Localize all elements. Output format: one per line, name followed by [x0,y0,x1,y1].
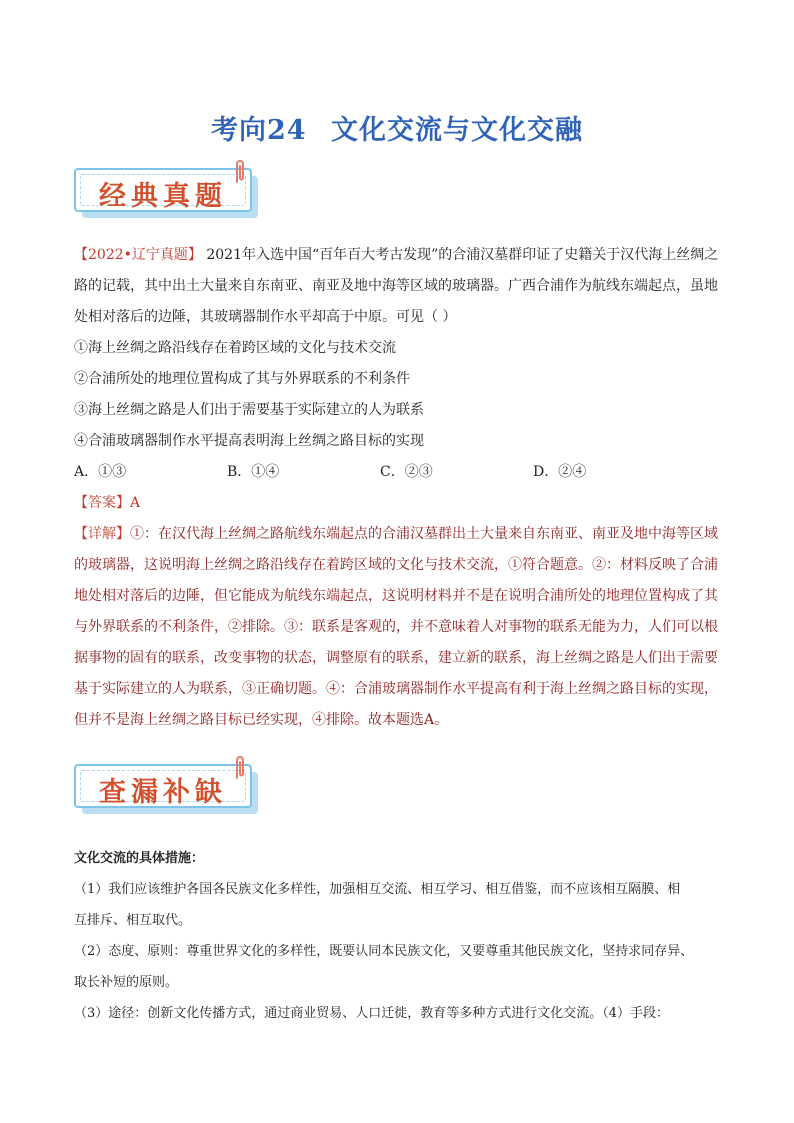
question-stem-line-3: 处相对落后的边陲，其玻璃器制作水平却高于中原。可见（ ） [74,309,457,325]
option-b: B．①④ [227,464,280,480]
option-c: C．②③ [380,464,433,480]
detail-text-1: ①：在汉代海上丝绸之路航线东端起点的合浦汉墓群出土大量来自东南亚、南亚及地中海等区域 [130,526,718,542]
question-block [74,240,724,736]
statement-4: ④合浦玻璃器制作水平提高表明海上丝绸之路目标的实现 [74,433,424,449]
paperclip-icon [232,754,248,780]
notes-line-4: 取长补短的原则。 [74,975,179,990]
options-row [74,457,724,488]
question-source: 【2022•辽宁真题】 [74,247,202,263]
question-stem-line-2: 路的记载，其中出土大量来自东南亚、南亚及地中海等区域的玻璃器。广西合浦作为航线东端起点，虽地 [74,278,718,294]
notes-line-2: 互排斥、相互取代。 [74,913,192,928]
detail-line-6: 基于实际建立的人为联系，③正确切题。④：合浦玻璃器制作水平提高有利于海上丝绸之路目标的实现， [74,681,718,697]
banner-label: 经典真题 [99,181,227,212]
detail-line-1 [74,519,724,550]
detail-line-5: 据事物的固有的联系，改变事物的状态，调整原有的联系，建立新的联系，海上丝绸之路是人们出于需要 [74,650,718,666]
notes-line-5: （3）途径：创新文化传播方式，通过商业贸易、人口迁徙，教育等多种方式进行文化交流。（4）手段： [74,1006,670,1021]
paperclip-icon [232,158,248,184]
section-banner-fill-gaps [74,764,264,818]
option-a: A．①③ [74,464,127,480]
notes-block [74,843,724,1029]
banner-label: 查漏补缺 [99,777,227,808]
question-stem-text: 2021年入选中国“百年百大考古发现”的合浦汉墓群印证了史籍关于汉代海上丝绸之 [206,247,719,263]
answer-value: A [130,495,141,511]
page-title: 考向24 文化交流与文化交融 [211,115,583,146]
detail-line-7: 但并不是海上丝绸之路目标已经实现，④排除。故本题选A。 [74,712,449,728]
question-stem-line-1 [74,240,724,271]
section-banner-classic-questions [74,168,264,222]
notes-heading: 文化交流的具体措施： [74,851,205,866]
detail-line-3: 地处相对落后的边陲，但它能成为航线东端起点，这说明材料并不是在说明合浦所处的地理位置构成了其 [74,588,718,604]
answer-line [74,488,724,519]
detail-line-4: 与外界联系的不利条件，②排除。③：联系是客观的，并不意味着人对事物的联系无能为力，人们可以根 [74,619,718,635]
detail-line-2: 的玻璃器，这说明海上丝绸之路沿线存在着跨区域的文化与技术交流，①符合题意。②：材料反映了合浦 [74,557,718,573]
notes-line-1: （1）我们应该维护各国各民族文化多样性，加强相互交流、相互学习、相互借鉴，而不应该相互隔膜、相 [74,882,681,897]
statement-3: ③海上丝绸之路是人们出于需要基于实际建立的人为联系 [74,402,424,418]
answer-label: 【答案】 [74,495,130,511]
notes-line-3: （2）态度、原则：尊重世界文化的多样性，既要认同本民族文化，又要尊重其他民族文化，坚持求同存异、 [74,944,694,959]
detail-label: 【详解】 [74,526,130,542]
statement-1: ①海上丝绸之路沿线存在着跨区域的文化与技术交流 [74,340,396,356]
option-d: D．②④ [533,464,587,480]
statement-2: ②合浦所处的地理位置构成了其与外界联系的不利条件 [74,371,410,387]
